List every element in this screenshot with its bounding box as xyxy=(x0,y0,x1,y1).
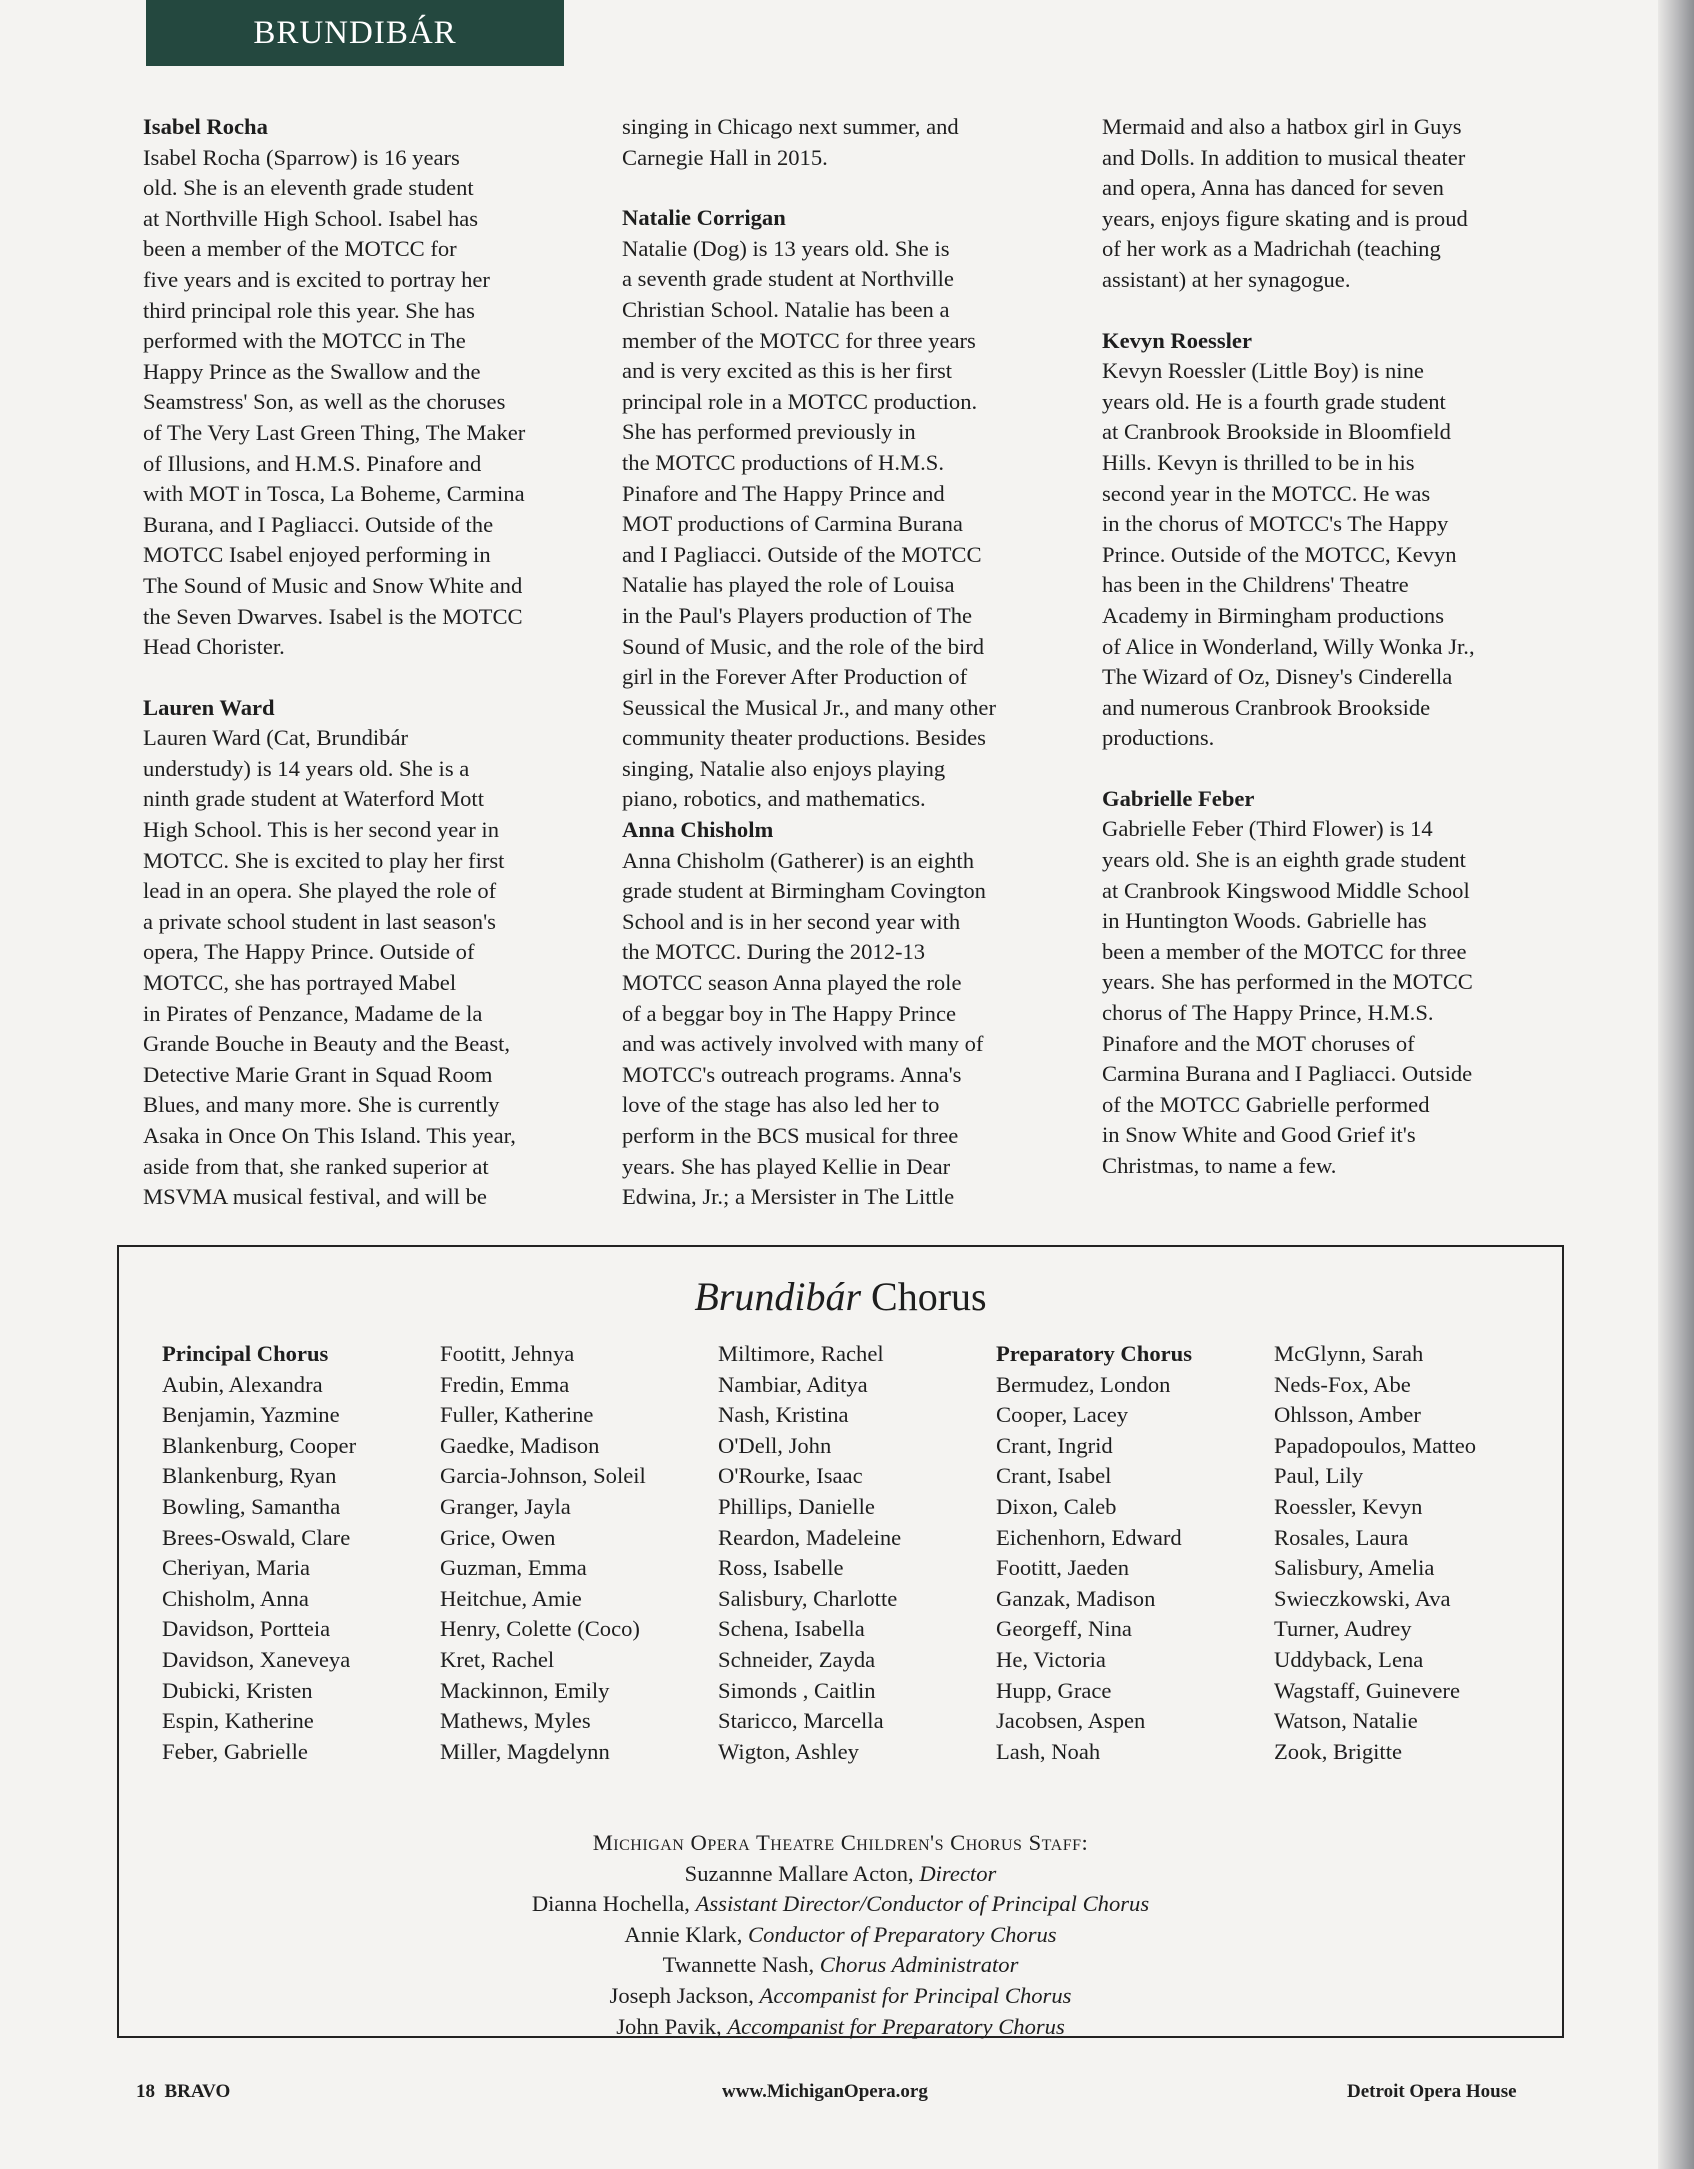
chorus-member: Hupp, Grace xyxy=(996,1677,1112,1703)
chorus-member: McGlynn, Sarah xyxy=(1274,1341,1424,1366)
chorus-member: Feber, Gabrielle xyxy=(162,1738,308,1764)
chorus-member: Ross, Isabelle xyxy=(718,1555,844,1581)
chorus-member: Georgeff, Nina xyxy=(996,1616,1132,1642)
staff-heading: Michigan Opera Theatre Children's Chorus Staff: xyxy=(592,1830,1089,1855)
bio-name: Kevyn Roessler xyxy=(1102,327,1252,353)
footer-venue: Detroit Opera House xyxy=(1347,2081,1517,2102)
staff-member xyxy=(119,1950,1562,1981)
staff-name: Twannette Nash, xyxy=(662,1952,820,1978)
chorus-member: Heitchue, Amie xyxy=(440,1585,582,1611)
bio-column-3 xyxy=(1102,112,1552,1182)
chorus-member: Ganzak, Madison xyxy=(996,1585,1156,1611)
chorus-member: Watson, Natalie xyxy=(1274,1708,1418,1734)
chorus-member: Eichenhorn, Edward xyxy=(996,1524,1182,1550)
chorus-member: Swieczkowski, Ava xyxy=(1274,1585,1451,1611)
chorus-member: Turner, Audrey xyxy=(1274,1616,1412,1642)
bio-name: Lauren Ward xyxy=(143,694,275,720)
chorus-member: Brees-Oswald, Clare xyxy=(162,1524,351,1550)
staff-role: Chorus Administrator xyxy=(819,1952,1019,1978)
bio-text: Isabel Rocha (Sparrow) is 16 years old. She is an eleventh grade student at Northville High School. Isabel has been a member of the MOTCC for five years and is excited to portray her third principal role this year. She has performed with the MOTCC in The Happy Prince as the Swallow and the Seamstress' Son, as well as the choruses of The Very Last Green Thing, The Maker of Illusions, and H.M.S. Pinafore and with MOT in Tosca, La Boheme, Carmina Burana, and I Pagliacci. Outside of the MOTCC Isabel enjoyed performing in The Sound of Music and Snow White and the Seven Dwarves. Isabel is the MOTCC Head Chorister. xyxy=(143,144,526,660)
chorus-member: Salisbury, Amelia xyxy=(1274,1555,1435,1581)
staff-member xyxy=(119,2012,1562,2043)
chorus-member: Salisbury, Charlotte xyxy=(718,1585,898,1611)
chorus-member: Mathews, Myles xyxy=(440,1708,591,1734)
bio-text: Kevyn Roessler (Little Boy) is nine years old. He is a fourth grade student at Cranbrook Brookside in Bloomfield Hills. Kevyn is thrilled to be in his second year in the MOTCC. He was in the chorus of MOTCC's The Happy Prince. Outside of the MOTCC, Kevyn has been in the Childrens' Theatre Academy in Birmingham productions of Alice in Wonderland, Willy Wonka Jr., The Wizard of Oz, Disney's Cinderella and numerous Cranbrook Brookside productions. xyxy=(1102,358,1475,751)
bio-column-1 xyxy=(143,112,593,1213)
chorus-member: Miltimore, Rachel xyxy=(718,1341,884,1366)
chorus-member: Henry, Colette (Coco) xyxy=(440,1616,640,1642)
staff-member xyxy=(119,1859,1562,1890)
staff-role: Accompanist for Preparatory Chorus xyxy=(727,2013,1065,2039)
bio-name: Anna Chisholm xyxy=(622,817,774,843)
roster-column-1 xyxy=(162,1339,442,1767)
preparatory-chorus-heading: Preparatory Chorus xyxy=(996,1341,1192,1366)
chorus-member: Ohlsson, Amber xyxy=(1274,1402,1421,1428)
chorus-member: Kret, Rachel xyxy=(440,1646,555,1672)
chorus-member: Chisholm, Anna xyxy=(162,1585,309,1611)
bio-text: Anna Chisholm (Gatherer) is an eighth grade student at Birmingham Covington School and is in her second year with the MOTCC. During the 2012-13 MOTCC season Anna played the role of a beggar boy in The Happy Prince and was actively involved with many of MOTCC's outreach programs. Anna's love of the stage has also led her to perform in the BCS musical for three years. She has played Kellie in Dear Edwina, Jr.; a Mersister in The Little xyxy=(622,847,986,1210)
chorus-member: Bermudez, London xyxy=(996,1371,1171,1397)
bio-text: Gabrielle Feber (Third Flower) is 14 years old. She is an eighth grade student at Cranbrook Kingswood Middle School in Huntington Woods. Gabrielle has been a member of the MOTCC for three years. She has performed in the MOTCC chorus of The Happy Prince, H.M.S. Pinafore and the MOT choruses of Carmina Burana and I Pagliacci. Outside of the MOTCC Gabrielle performed in Snow White and Good Grief it's Christmas, to name a few. xyxy=(1102,816,1473,1178)
chorus-member: Roessler, Kevyn xyxy=(1274,1493,1423,1519)
chorus-member: Lash, Noah xyxy=(996,1738,1101,1764)
chorus-member: Schena, Isabella xyxy=(718,1616,865,1642)
chorus-member: Papadopoulos, Matteo xyxy=(1274,1432,1477,1458)
staff-role: Conductor of Preparatory Chorus xyxy=(748,1921,1057,1947)
chorus-member: Aubin, Alexandra xyxy=(162,1371,323,1397)
chorus-member: Mackinnon, Emily xyxy=(440,1677,610,1703)
chorus-member: Davidson, Xaneveya xyxy=(162,1646,351,1672)
chorus-member: Fredin, Emma xyxy=(440,1371,570,1397)
chorus-member: Benjamin, Yazmine xyxy=(162,1402,340,1428)
chorus-member: Miller, Magdelynn xyxy=(440,1738,610,1764)
chorus-member: Davidson, Portteia xyxy=(162,1616,331,1642)
staff-role: Assistant Director/Conductor of Principal Chorus xyxy=(695,1891,1150,1917)
chorus-roster-box xyxy=(117,1245,1564,2038)
chorus-staff xyxy=(119,1828,1562,2042)
chorus-title-rest: Chorus xyxy=(871,1274,987,1319)
roster-column-2 xyxy=(440,1339,720,1767)
chorus-member: Jacobsen, Aspen xyxy=(996,1708,1146,1734)
staff-name: Dianna Hochella, xyxy=(531,1891,696,1917)
chorus-member: Phillips, Danielle xyxy=(718,1493,875,1519)
banner-title: BRUNDIBÁR xyxy=(253,14,457,51)
chorus-member: He, Victoria xyxy=(996,1646,1106,1672)
chorus-member: Fuller, Katherine xyxy=(440,1402,594,1428)
bio-text: Natalie (Dog) is 13 years old. She is a seventh grade student at Northville Christian School. Natalie has been a member of the MOTCC for three years and is very excited as this is her first principal role in a MOTCC production. She has performed previously in the MOTCC productions of H.M.S. Pinafore and The Happy Prince and MOT productions of Carmina Burana and I Pagliacci. Outside of the MOTCC Natalie has played the role of Louisa in the Paul's Players production of The Sound of Music, and the role of the bird girl in the Forever After Production of Seussical the Musical Jr., and many other community theater productions. Besides singing, Natalie also enjoys playing piano, robotics, and mathematics. xyxy=(622,235,996,812)
chorus-member: Footitt, Jaeden xyxy=(996,1555,1130,1581)
chorus-member: Grice, Owen xyxy=(440,1524,556,1550)
staff-role: Accompanist for Principal Chorus xyxy=(759,1982,1072,2008)
footer-page-number: 18 BRAVO xyxy=(136,2081,231,2102)
principal-chorus-heading: Principal Chorus xyxy=(162,1341,329,1366)
staff-member xyxy=(119,1920,1562,1951)
chorus-member: Gaedke, Madison xyxy=(440,1432,600,1458)
chorus-title-italic: Brundibár xyxy=(694,1274,862,1319)
roster-column-4 xyxy=(996,1339,1276,1767)
chorus-member: Wagstaff, Guinevere xyxy=(1274,1677,1460,1703)
chorus-member: Cooper, Lacey xyxy=(996,1402,1129,1428)
chorus-member: Paul, Lily xyxy=(1274,1463,1364,1489)
bio-name: Natalie Corrigan xyxy=(622,205,786,231)
chorus-member: Nambiar, Aditya xyxy=(718,1371,868,1397)
bio-name: Isabel Rocha xyxy=(143,114,268,139)
staff-member xyxy=(119,1889,1562,1920)
bio-text: singing in Chicago next summer, and Carnegie Hall in 2015. xyxy=(622,114,959,170)
chorus-title xyxy=(119,1275,1562,1319)
bio-text: Mermaid and also a hatbox girl in Guys and Dolls. In addition to musical theater and opera, Anna has danced for seven years, enjoys figure skating and is proud of her work as a Madrichah (teaching assistant) at her synagogue. xyxy=(1102,114,1468,292)
chorus-member: Simonds , Caitlin xyxy=(718,1677,876,1703)
chorus-member: Neds-Fox, Abe xyxy=(1274,1371,1411,1397)
chorus-member: Rosales, Laura xyxy=(1274,1524,1409,1550)
chorus-member: Dixon, Caleb xyxy=(996,1493,1117,1519)
chorus-member: Zook, Brigitte xyxy=(1274,1738,1403,1764)
chorus-member: Wigton, Ashley xyxy=(718,1738,859,1764)
chorus-member: Staricco, Marcella xyxy=(718,1708,884,1734)
page-edge-shadow xyxy=(1658,0,1694,2169)
chorus-member: Blankenburg, Cooper xyxy=(162,1432,357,1458)
chorus-member: Cheriyan, Maria xyxy=(162,1555,311,1581)
chorus-member: Uddyback, Lena xyxy=(1274,1646,1424,1672)
chorus-member: Footitt, Jehnya xyxy=(440,1341,575,1366)
roster-column-3 xyxy=(718,1339,998,1767)
roster-column-5 xyxy=(1274,1339,1554,1767)
chorus-member: Granger, Jayla xyxy=(440,1493,571,1519)
chorus-member: Garcia-Johnson, Soleil xyxy=(440,1463,646,1489)
bio-text: Lauren Ward (Cat, Brundibár understudy) is 14 years old. She is a ninth grade student at Waterford Mott High School. This is her second year in MOTCC. She is excited to play her first lead in an opera. She played the role of a private school student in last season's opera, The Happy Prince. Outside of MOTCC, she has portrayed Mabel in Pirates of Penzance, Madame de la Grande Bouche in Beauty and the Beast, Detective Marie Grant in Squad Room Blues, and many more. She is currently Asaka in Once On This Island. This year, aside from that, she ranked superior at MSVMA musical festival, and will be xyxy=(143,725,516,1210)
chorus-member: Dubicki, Kristen xyxy=(162,1677,313,1703)
bio-column-2 xyxy=(622,112,1072,1213)
chorus-member: O'Rourke, Isaac xyxy=(718,1463,863,1489)
chorus-member: Blankenburg, Ryan xyxy=(162,1463,337,1489)
staff-name: Joseph Jackson, xyxy=(609,1982,760,2008)
chorus-member: O'Dell, John xyxy=(718,1432,832,1458)
chorus-member: Schneider, Zayda xyxy=(718,1646,876,1672)
chorus-member: Espin, Katherine xyxy=(162,1708,314,1734)
staff-name: Annie Klark, xyxy=(624,1921,748,1947)
chorus-member: Nash, Kristina xyxy=(718,1402,849,1428)
chorus-member: Bowling, Samantha xyxy=(162,1493,341,1519)
staff-member xyxy=(119,1981,1562,2012)
chorus-member: Crant, Ingrid xyxy=(996,1432,1113,1458)
chorus-member: Guzman, Emma xyxy=(440,1555,587,1581)
footer-url: www.MichiganOpera.org xyxy=(722,2081,928,2102)
chorus-member: Crant, Isabel xyxy=(996,1463,1112,1489)
chorus-member: Reardon, Madeleine xyxy=(718,1524,902,1550)
bio-name: Gabrielle Feber xyxy=(1102,785,1255,811)
staff-name: John Pavik, xyxy=(616,2013,728,2039)
staff-role: Director xyxy=(919,1860,997,1886)
section-banner xyxy=(146,0,564,66)
staff-name: Suzannne Mallare Acton, xyxy=(684,1860,920,1886)
